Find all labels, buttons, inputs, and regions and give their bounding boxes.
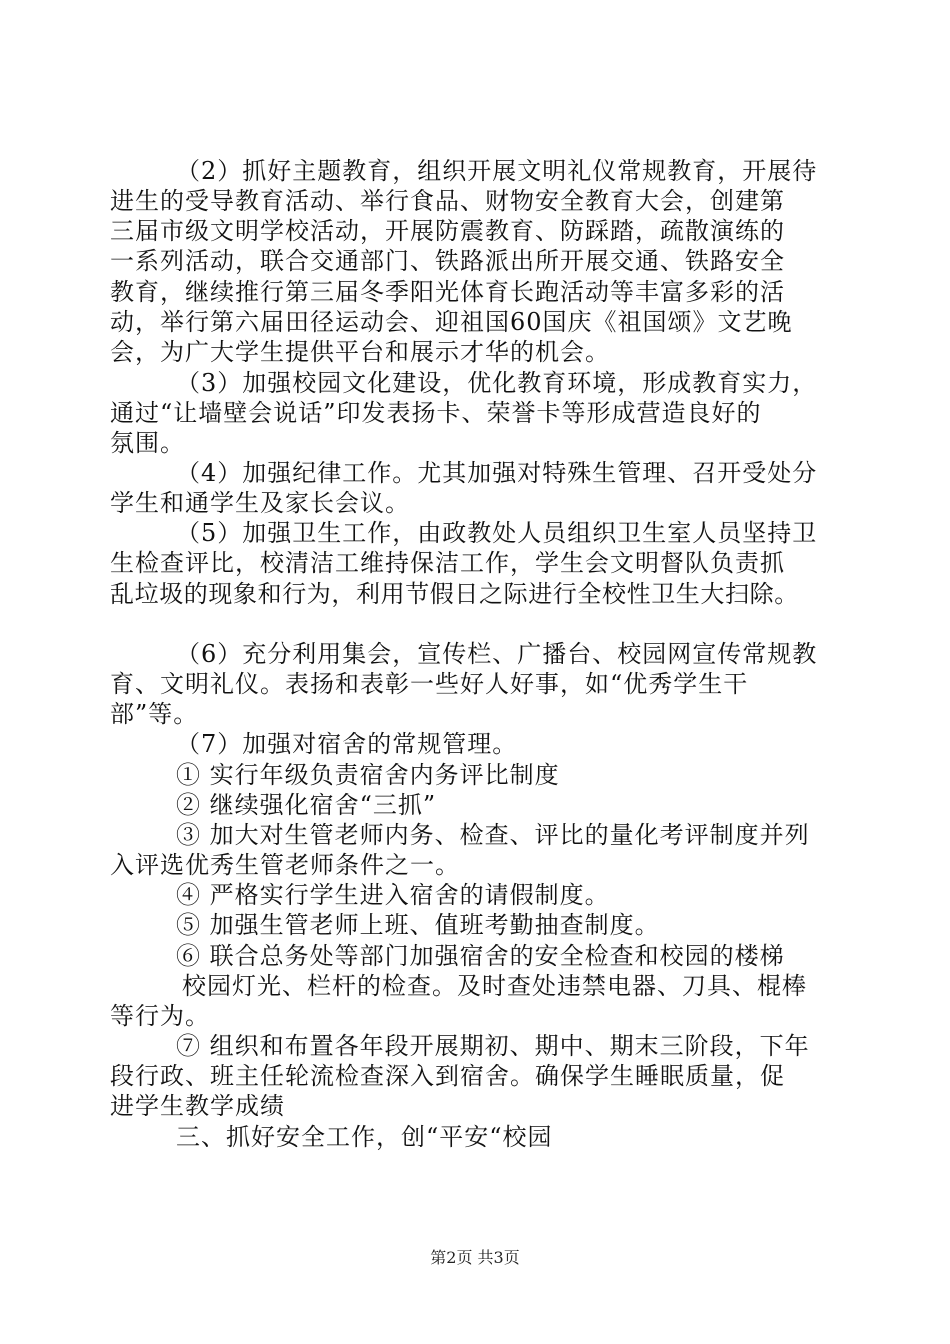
section-heading: 三、抓好安全工作，创“平安“校园 bbox=[176, 1123, 553, 1151]
text-line: 教育，继续推行第三届冬季阳光体育长跑活动等丰富多彩的活 bbox=[110, 278, 785, 306]
text-line: 段行政、班主任轮流检查深入到宿舍。确保学生睡眠质量，促 bbox=[110, 1062, 785, 1090]
text-line: ① 实行年级负责宿舍内务评比制度 bbox=[176, 761, 560, 789]
text-line: 氛围。 bbox=[110, 429, 185, 457]
text-line: ② 继续强化宿舍“三抓” bbox=[176, 791, 437, 819]
text-line: 学生和通学生及家长会议。 bbox=[110, 489, 410, 517]
text-line: （4）加强纪律工作。尤其加强对特殊生管理、召开受处分 bbox=[176, 459, 818, 487]
text-line: （3）加强校园文化建设，优化教育环境，形成教育实力， bbox=[176, 369, 818, 397]
text-line: ⑦ 组织和布置各年段开展期初、期中、期末三阶段，下年 bbox=[176, 1032, 810, 1060]
text-line: 校园灯光、栏杆的检查。及时查处违禁电器、刀具、棍棒 bbox=[182, 972, 807, 1000]
text-line: 动，举行第六届田径运动会、迎祖国60国庆《祖国颂》文艺晚 bbox=[110, 308, 793, 336]
text-line: ③ 加大对生管老师内务、检查、评比的量化考评制度并列 bbox=[176, 821, 810, 849]
text-line: 进生的受导教育活动、举行食品、财物安全教育大会，创建第 bbox=[110, 187, 785, 215]
text-line: 生检查评比，校清洁工维持保洁工作，学生会文明督队负责抓 bbox=[110, 549, 785, 577]
text-line: 一系列活动，联合交通部门、铁路派出所开展交通、铁路安全 bbox=[110, 247, 785, 275]
text-line: 三届市级文明学校活动，开展防震教育、防踩踏，疏散演练的 bbox=[110, 217, 785, 245]
text-line: 入评选优秀生管老师条件之一。 bbox=[110, 851, 460, 879]
text-line: 乱垃圾的现象和行为，利用节假日之际进行全校性卫生大扫除。 bbox=[110, 580, 799, 608]
text-line: 育、文明礼仪。表扬和表彰一些好人好事，如“优秀学生干 bbox=[110, 670, 749, 698]
text-line: ④ 严格实行学生进入宿舍的请假制度。 bbox=[176, 881, 610, 909]
text-line: （6）充分利用集会，宣传栏、广播台、校园网宣传常规教 bbox=[176, 640, 818, 668]
text-line: 会，为广大学生提供平台和展示才华的机会。 bbox=[110, 338, 610, 366]
text-line: （2）抓好主题教育，组织开展文明礼仪常规教育，开展待 bbox=[176, 157, 818, 185]
text-line: 进学生教学成绩 bbox=[110, 1092, 285, 1120]
text-line: ⑤ 加强生管老师上班、值班考勤抽查制度。 bbox=[176, 911, 660, 939]
text-line: 通过“让墙壁会说话”印发表扬卡、荣誉卡等形成营造良好的 bbox=[110, 399, 762, 427]
text-line: （5）加强卫生工作，由政教处人员组织卫生室人员坚持卫 bbox=[176, 519, 818, 547]
text-line: 等行为。 bbox=[110, 1002, 210, 1030]
page-footer: 第2页 共3页 bbox=[430, 1248, 520, 1267]
text-line: 部”等。 bbox=[110, 700, 199, 728]
text-line: ⑥ 联合总务处等部门加强宿舍的安全检查和校园的楼梯 bbox=[176, 942, 785, 970]
text-line: （7）加强对宿舍的常规管理。 bbox=[176, 730, 518, 758]
